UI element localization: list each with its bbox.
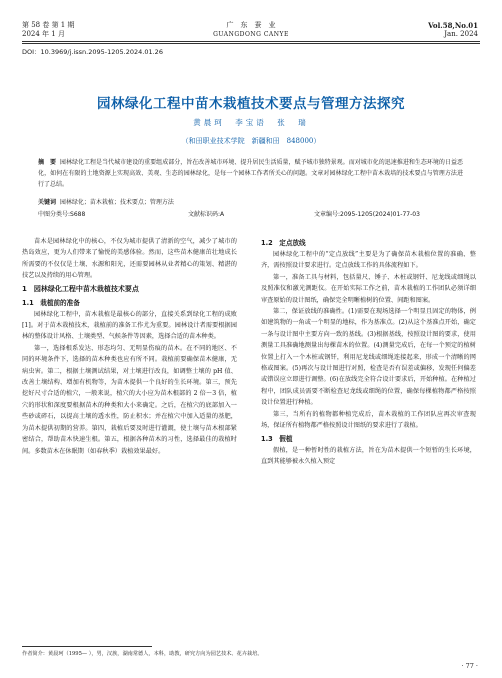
authors: 黄晨珂 李宝语 张 瑞 bbox=[193, 118, 309, 127]
section-heading-1: 1 园林绿化工程中苗木栽植技术要点 bbox=[22, 284, 139, 293]
footnote-rule bbox=[22, 646, 152, 647]
keywords bbox=[38, 198, 463, 208]
subsection-heading-1-1: 1.1 栽植前的准备 bbox=[22, 298, 80, 307]
document-code: 文献标识码:A bbox=[188, 211, 225, 218]
paragraph: 园林绿化工程中的“定点放线”主要是为了确保苗木栽植位置的准确、整齐，需按照设计要求进行。定点放线工作的具体流程如下。 bbox=[261, 251, 476, 270]
journal-name-en: GUANGDONG CANYE bbox=[213, 31, 289, 38]
journal-name: 广 东 蚕 业 bbox=[226, 21, 276, 29]
abstract-label: 摘 要 bbox=[38, 159, 57, 166]
keywords-label: 关键词 bbox=[38, 199, 57, 206]
header-rule-thin bbox=[22, 43, 480, 44]
affiliation: （和田职业技术学院 新疆和田 848000） bbox=[181, 137, 321, 145]
page-number: · 77 · bbox=[461, 662, 478, 670]
paragraph: 第一，选择根系发达、形态均匀、无明显伤痕的苗木。在不同的地区、不同的环境条件下，选择的苗木种类也应有所不同。栽植前要确保苗木健康，无病虫害。第二，根据土壤测试结果，对土壤进行改良，如调整土壤的 pH 值、改善土壤结构、增加有机物等，为苗木提供一个良好的生长环境。第三，预先挖好尺寸合适的植穴，一般来说，植穴的大小应为苗木根部的 2 倍～3 倍，植穴的形状和深度要根据苗木的种类和大小来确定。之后，在植穴的底部加入一些砂或碎石，以提高土壤的透水性，防止积水；并在植穴中加入适量的基肥，为苗木提供初期的营养。第四，栽植后要及时进行灌溉，使土壤与苗木根部紧密结合，帮助苗木快速生根。第五，根据各种苗木的习性，选择最佳的栽植时间。多数苗木在休眠期（如春秋季）栽植效果最好。 bbox=[22, 344, 237, 455]
volume-issue-en: Vol.58,No.01 bbox=[428, 21, 478, 30]
paragraph: 第一，准备工具与材料，包括量尺、锤子、木桩或钢钎、尼龙线或细绳以及照准仪和激光测距仪。在开始实际工作之前，苗木栽植的工作团队必须详细审查原始的设计图纸，确保完全明晰植树的位置、间距和图案。 bbox=[261, 273, 476, 304]
author-footnote: 作者简介：黄晨珂（1995— ），男，汉族，湖南常德人，本科，助教，研究方向为园艺技术、花卉栽培。 bbox=[22, 651, 263, 657]
article-title: 园林绿化工程中苗木栽植技术要点与管理方法探究 bbox=[97, 96, 405, 112]
abstract bbox=[38, 157, 463, 190]
issue-date: 2024 年 1 月 bbox=[22, 30, 65, 38]
abstract-text: 园林绿化工程是当代城市建设的重要组成部分，旨在改善城市环境、提升居民生活质量，赋予城市独特景观。而对城市化的迅速推进和生态环境的日益恶化，如何在有限的土地资源上实现高效、美观、生态的园林绿化，是每一个园林工作者所关心的问题。文章对园林绿化工程中苗木栽培的技术要点与管理方法进行了总结。 bbox=[38, 159, 463, 188]
paragraph: 假植，是一种暂时性的栽植方法，旨在为苗木提供一个短暂的生长环境，直到其能够被永久植入预定 bbox=[261, 446, 476, 465]
volume-issue: 第 58 卷 第 1 期 bbox=[22, 21, 75, 29]
paragraph: 第二，保证放线的准确性。(1)需要在现场选择一个明显且固定的物体，例如建筑物的一角或一个明显的地标，作为基准点。(2)从这个基准点开始，确定一条与设计图中主要方向一致的基线。(3)根据基线，按照设计图的要求，使用测量工具准确地测量出每棵苗木的位置。(4)测量完成后，在每一个预定的植树位置上打入一个木桩或钢钎，利用尼龙线或细绳连接起来，形成一个清晰的网格或图案。(5)再次与设计图进行对照，检查是否有误差或偏移，发现任何偏差或错误应立即进行调整。(6)在放线完全符合设计要求后，开始种植。在种植过程中，团队成员需要不断检查尼龙线或细绳的位置，确保每棵植物都严格按照设计位置进行种植。 bbox=[261, 308, 476, 407]
doi: DOI：10.3969/j.issn.2095-1205.2024.01.26 bbox=[22, 48, 163, 56]
left-column bbox=[22, 236, 237, 457]
subsection-heading-1-3: 1.3 假植 bbox=[261, 434, 293, 443]
clc-number: 中图分类号:S688 bbox=[38, 211, 86, 218]
issue-date-en: Jan. 2024 bbox=[444, 30, 478, 38]
keywords-text: 园林绿化；苗木栽植；技术要点；管理方法 bbox=[59, 199, 174, 206]
article-number: 文章编号:2095-1205(2024)01-77-03 bbox=[314, 211, 420, 218]
subsection-heading-1-2: 1.2 定点放线 bbox=[261, 239, 306, 247]
paragraph: 园林绿化工程中，苗木栽植是最核心的部分，直接关系到绿化工程的成败[1]。对于苗木栽植技术，栽植前的准备工作尤为重要。园林设计者需要根据园林的整体设计风格、土壤类型、气候条件等因素，选择合适的苗木种类。 bbox=[22, 310, 237, 341]
header-rule bbox=[22, 41, 480, 42]
right-column bbox=[261, 236, 476, 467]
intro-paragraph: 苗木是园林绿化中的核心，不仅为城市提供了清新的空气，减少了城市的热岛效应，更为人们带来了愉悦的美感体验。然而，这些苗木健康茁壮地成长所需要的不仅仅是土壤、水源和阳光，还需要园林从业者精心的策划、精湛的技艺以及持续的用心管理。 bbox=[22, 238, 237, 280]
paragraph: 第三，当所有的植物都种植完成后，苗木栽植的工作团队应再次审查现场，保证所有植物都严格按照设计图纸的要求进行了栽植。 bbox=[261, 410, 476, 430]
